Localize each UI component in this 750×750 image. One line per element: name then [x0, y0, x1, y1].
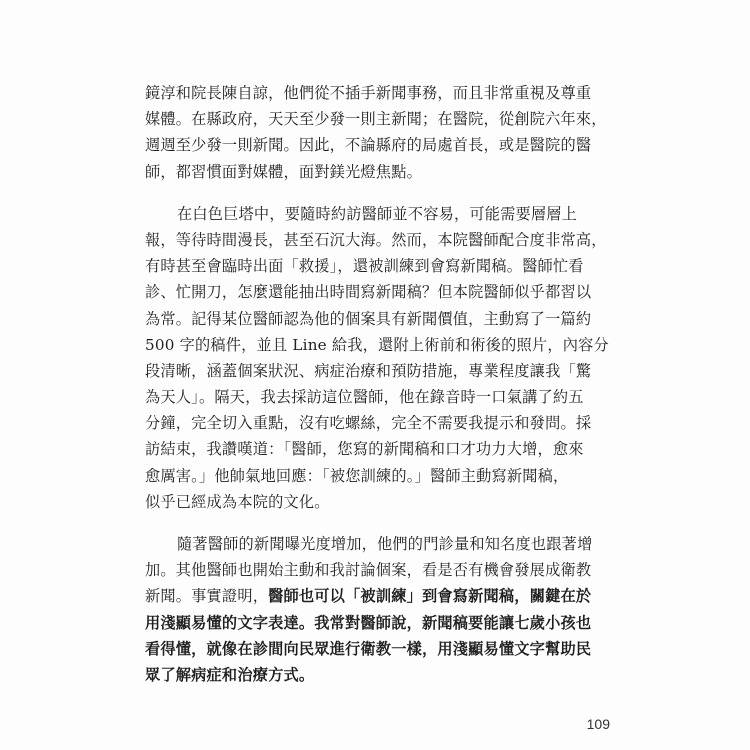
- text-segment: 為天人」。隔天，我去採訪這位醫師，他在錄音時一口氣講了約五: [145, 388, 584, 407]
- bold-text-segment: 眾了解病症和治療方式。: [145, 665, 315, 684]
- text-line: [145, 80, 592, 106]
- text-line: [145, 531, 593, 557]
- text-segment: 似乎已經成為本院的文化。: [145, 492, 330, 511]
- text-segment: 段清晰，涵蓋個案狀況、病症治療和預防措施，專業程度讓我「驚: [145, 361, 592, 380]
- text-line: [145, 201, 585, 227]
- text-line: [145, 662, 585, 688]
- bold-text-segment: 用淺顯易懂的文字表達。我常對醫師說，新聞稿要能讓七歲小孩也: [145, 613, 592, 632]
- page-number: 109: [586, 716, 610, 732]
- text-segment: 鏡淳和院長陳自諒，他們從不插手新聞事務，而且非常重視及尊重: [145, 84, 592, 102]
- text-line: [145, 306, 592, 332]
- text-segment: 師，都習慣面對媒體，面對鎂光燈焦點。: [145, 162, 422, 181]
- text-segment: 診、忙開刀，怎麼還能抽出時間寫新聞稿？但本院醫師似乎都習以: [145, 283, 592, 302]
- text-segment: 訪結束，我讚嘆道：「醫師，您寫的新聞稿和口才功力大增，愈來: [145, 440, 584, 459]
- text-line: [145, 358, 592, 384]
- text-line: [145, 332, 609, 358]
- bold-text-segment: 看得懂，就像在診間向民眾進行衛教一樣，用淺顯易懂文字幫助民: [145, 639, 592, 658]
- text-line: [145, 463, 585, 489]
- text-line: [145, 610, 592, 636]
- bold-text-segment: 醫師也可以「被訓練」到會寫新聞稿，關鍵在於: [268, 587, 592, 606]
- text-segment: 分鐘，完全切入重點，沒有吃螺絲，完全不需要我提示和發問。採: [145, 414, 592, 433]
- paragraph: [145, 201, 609, 515]
- text-segment: 愈厲害。」他帥氣地回應：「被您訓練的。」醫師主動寫新聞稿，: [145, 466, 569, 485]
- body-text: [145, 80, 609, 688]
- text-line: [145, 410, 592, 436]
- paragraph-gap: [145, 515, 585, 531]
- paragraph-gap: [145, 185, 585, 201]
- text-line: [145, 636, 592, 662]
- text-line: [145, 279, 592, 305]
- text-segment: 500 字的稿件，並且 Line 給我，還附上術前和術後的照片，內容分: [145, 335, 609, 354]
- text-segment: 週週至少發一則新聞。因此，不論縣府的局處首長，或是醫院的醫: [145, 136, 592, 155]
- text-line: [145, 106, 607, 132]
- text-line: [145, 132, 592, 158]
- text-segment: 有時甚至會臨時出面「救援」，還被訓練到會寫新聞稿。醫師忙看: [145, 257, 584, 276]
- text-segment: 在白色巨塔中，要隨時約訪醫師並不容易，可能需要層層上: [177, 204, 578, 223]
- text-line: [145, 253, 585, 279]
- text-segment: 新聞。事實證明，: [145, 587, 269, 606]
- text-line: [145, 159, 585, 185]
- paragraph: [145, 80, 607, 185]
- text-segment: 為常。記得某位醫師認為他的個案具有新聞價值，主動寫了一篇約: [145, 309, 592, 328]
- text-line: [145, 557, 592, 583]
- text-segment: 隨著醫師的新聞曝光度增加，他們的門診量和知名度也跟著增: [177, 535, 593, 553]
- text-line: [145, 436, 585, 462]
- paragraph: [145, 531, 593, 688]
- text-segment: 報，等待時間漫長，甚至石沉大海。然而，本院醫師配合度非常高，: [145, 230, 607, 249]
- text-line: [145, 489, 585, 515]
- text-segment: 加。其他醫師也開始主動和我討論個案，看是否有機會發展成衛教: [145, 561, 592, 580]
- text-line: [145, 227, 607, 253]
- text-line: [145, 384, 585, 410]
- text-segment: 媒體。在縣政府，天天至少發一則主新聞；在醫院，從創院六年來，: [145, 110, 607, 129]
- text-line: [145, 583, 592, 609]
